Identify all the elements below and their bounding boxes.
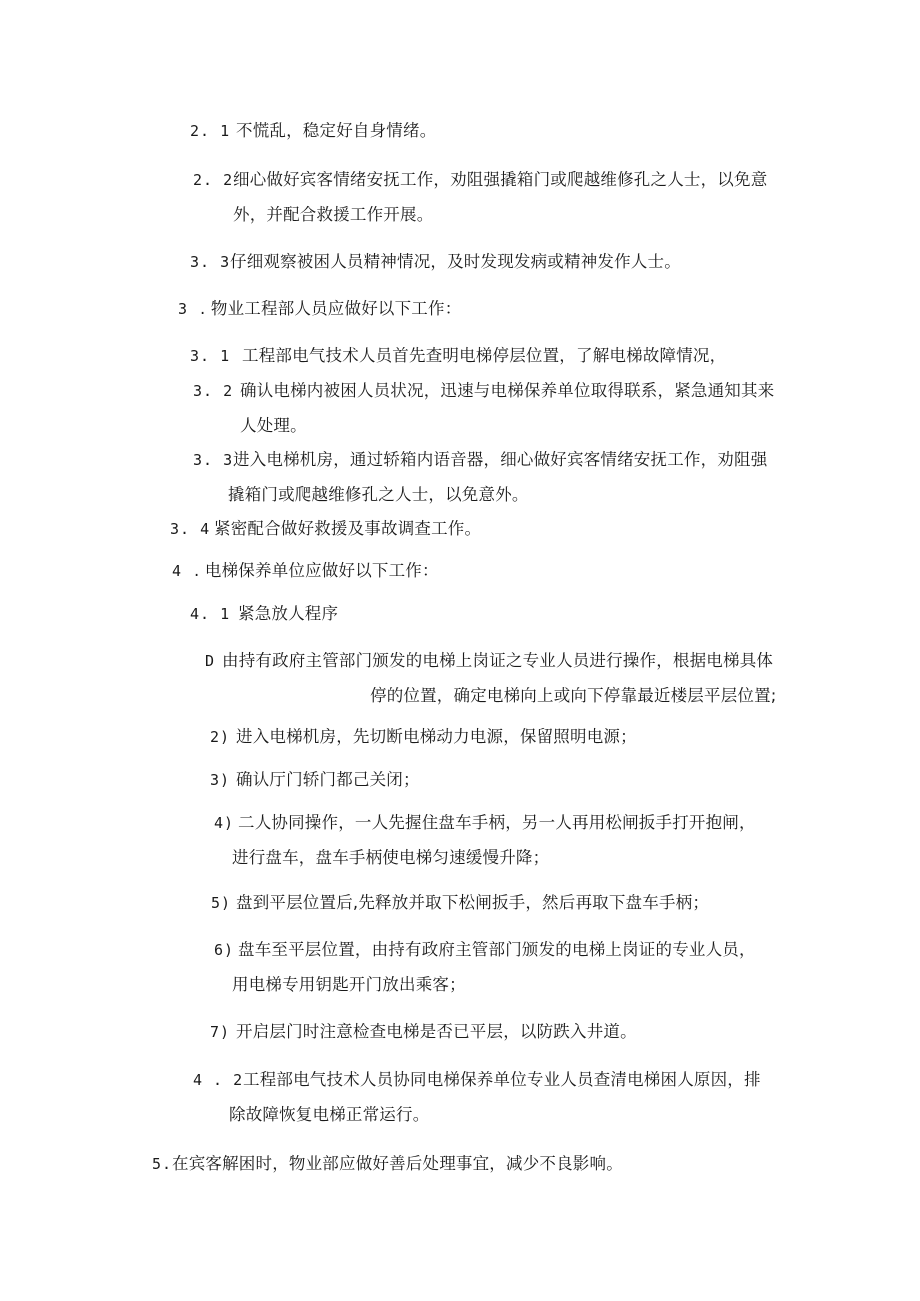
step-number: 4): [214, 814, 235, 832]
section-number: 4: [172, 562, 183, 580]
section-text: 在宾客解困时，物业部应做好善后处理事宜，减少不良影响。: [172, 1154, 623, 1173]
item-3-3-cont: [228, 485, 529, 505]
step-text: 进入电梯机房，先切断电梯动力电源，保留照明电源；: [236, 727, 637, 746]
step-number: D: [205, 652, 216, 670]
item-text: 紧密配合做好救援及事故调查工作。: [214, 519, 482, 538]
section-3-heading: [178, 299, 461, 319]
item-number: 2. 2: [193, 171, 234, 189]
item-2-1: [190, 121, 436, 141]
section-4-heading: [172, 561, 439, 581]
item-2-2: [193, 170, 767, 190]
item-number: 4. 1: [190, 605, 231, 623]
item-3-4: [170, 519, 481, 539]
item-text: 除故障恢复电梯正常运行。: [229, 1105, 430, 1124]
item-number: 3. 4: [170, 520, 211, 538]
step-2: [210, 727, 637, 747]
step-text: 盘车至平层位置，由持有政府主管部门颁发的电梯上岗证的专业人员，: [238, 940, 756, 959]
item-text: 细心做好宾客情绪安抚工作，劝阻强撬箱门或爬越维修孔之人士，以免意: [233, 170, 768, 189]
step-text: 进行盘车，盘车手柄使电梯匀速缓慢升降；: [232, 848, 550, 867]
step-text: 二人协同操作，一人先握住盘车手柄，另一人再用松闸扳手打开抱闸，: [238, 813, 756, 832]
item-3-1: [190, 346, 726, 366]
step-text: 开启层门时注意检查电梯是否已平层，以防跌入井道。: [236, 1022, 637, 1041]
item-text: 工程部电气技术人员协同电梯保养单位专业人员查清电梯困人原因，排: [243, 1070, 761, 1089]
step-7: [210, 1022, 637, 1042]
item-3-2-cont: [240, 416, 307, 436]
item-text: 工程部电气技术人员首先查明电梯停层位置，了解电梯故障情况，: [242, 346, 727, 365]
item-text: 进入电梯机房，通过轿箱内语音器，细心做好宾客情绪安抚工作，劝阻强: [233, 450, 768, 469]
item-text: 仔细观察被困人员精神情况，及时发现发病或精神发作人士。: [230, 252, 681, 271]
item-number: 4 . 2: [193, 1071, 244, 1089]
item-3-3: [193, 450, 767, 470]
section-title: . 物业工程部人员应做好以下工作：: [200, 299, 462, 318]
step-text: 确认厅门轿门都己关闭；: [236, 770, 420, 789]
step-1-cont: [370, 686, 777, 706]
section-title: . 电梯保养单位应做好以下工作：: [194, 561, 439, 580]
step-number: 5): [211, 894, 232, 912]
item-number: 3. 1: [190, 347, 231, 365]
item-text: 确认电梯内被困人员状况，迅速与电梯保养单位取得联系，紧急通知其来: [240, 381, 775, 400]
item-4-2: [193, 1070, 761, 1090]
item-text: 外，并配合救援工作开展。: [233, 205, 434, 224]
item-number: 3. 3: [190, 253, 231, 271]
step-4-cont: [232, 848, 549, 868]
item-2-2-cont: [233, 205, 433, 225]
item-number: 3. 3: [193, 451, 234, 469]
item-3-3-a: [190, 252, 681, 272]
item-3-2: [193, 381, 774, 401]
item-text: 人处理。: [240, 416, 307, 435]
step-number: 3): [210, 771, 231, 789]
step-number: 2): [210, 728, 231, 746]
step-text: 盘到平层位置后,先释放并取下松闸扳手，然后再取下盘车手柄；: [236, 893, 710, 912]
section-number: 5.: [152, 1155, 173, 1173]
step-6-cont: [232, 975, 466, 995]
item-text: 不慌乱，稳定好自身情绪。: [236, 121, 437, 140]
step-number: 6): [214, 941, 235, 959]
step-text: 用电梯专用钥匙开门放出乘客；: [232, 975, 466, 994]
step-number: 7): [210, 1023, 231, 1041]
item-text: 紧急放人程序: [238, 604, 339, 623]
step-text: 由持有政府主管部门颁发的电梯上岗证之专业人员进行操作，根据电梯具体: [222, 651, 774, 670]
step-6: [214, 940, 756, 960]
step-3: [210, 770, 420, 790]
step-5: [211, 893, 709, 913]
section-number: 3: [178, 300, 189, 318]
step-4: [214, 813, 756, 833]
item-4-1: [190, 604, 338, 624]
item-4-2-cont: [229, 1105, 429, 1125]
item-number: 2. 1: [190, 122, 231, 140]
step-text: 停的位置，确定电梯向上或向下停靠最近楼层平层位置;: [370, 686, 777, 705]
section-5: [152, 1154, 623, 1174]
item-text: 撬箱门或爬越维修孔之人士，以免意外。: [228, 485, 529, 504]
item-number: 3. 2: [193, 382, 234, 400]
step-1: [205, 651, 773, 671]
